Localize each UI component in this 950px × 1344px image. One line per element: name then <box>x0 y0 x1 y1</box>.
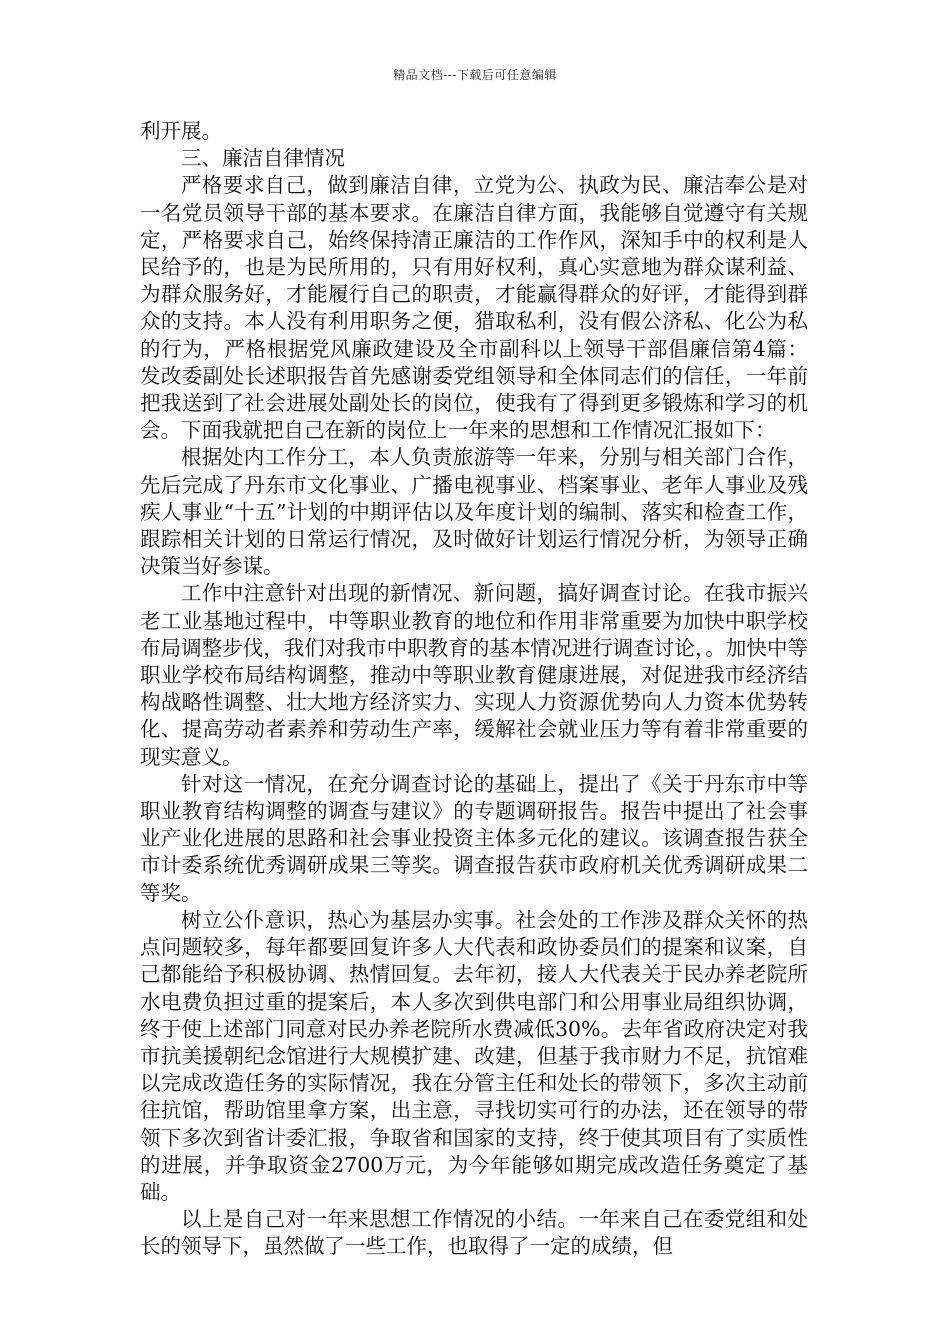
document-body <box>140 118 808 1261</box>
section-heading: 三、廉洁自律情况 <box>181 146 345 171</box>
paragraph: 以上是自己对一年来思想工作情况的小结。一年来自己在委党组和处长的领导下，虽然做了一些工作，也取得了一定的成绩，但 <box>140 1207 808 1259</box>
paragraph: 工作中注意针对出现的新情况、新问题，搞好调查讨论。在我市振兴老工业基地过程中，中等职业教育的地位和作用非常重要为加快中职学校布局调整步伐，我们对我市中职教育的基本情况进行调查讨论，。加快中等职业学校布局结构调整，推动中等职业教育健康进展，对促进我市经济结构战略性调整、壮大地方经济实力、实现人力资源优势向人力资本优势转化、提高劳动者素养和劳动生产率，缓解社会就业压力等有着非常重要的现实意义。 <box>140 581 808 769</box>
paragraph-continuation: 利开展。 <box>140 119 222 143</box>
paragraph: 针对这一情况，在充分调查讨论的基础上，提出了《关于丹东市中等职业教育结构调整的调查与建议》的专题调研报告。报告中提出了社会事业产业化进展的思路和社会事业投资主体多元化的建议。该调查报告获全市计委系统优秀调研成果三等奖。调查报告获市政府机关优秀调研成果二等奖。 <box>140 771 808 905</box>
paragraph: 严格要求自己，做到廉洁自律，立党为公、执政为民、廉洁奉公是对一名党员领导干部的基本要求。在廉洁自律方面，我能够自觉遵守有关规定，严格要求自己，始终保持清正廉洁的工作作风，深知手中的权利是人民给予的，也是为民所用的，只有用好权利，真心实意地为群众谋利益、为群众服务好，才能履行自己的职责，才能赢得群众的好评，才能得到群众的支持。本人没有利用职务之便，猎取私利，没有假公济私、化公为私的行为，严格根据党风廉政建设及全市副科以上领导干部倡廉信第4篇：发改委副处长述职报告首先感谢委党组领导和全体同志们的信任，一年前把我送到了社会进展处副处长的岗位，使我有了得到更多锻炼和学习的机会。下面我就把自己在新的岗位上一年来的思想和工作情况汇报如下： <box>140 173 808 443</box>
page-header-note: 精品文档---下载后可任意编辑 <box>393 68 557 82</box>
paragraph: 树立公仆意识，热心为基层办实事。社会处的工作涉及群众关怀的热点问题较多，每年都要回复许多人大代表和政协委员们的提案和议案，自己都能给予积极协调、热情回复。去年初，接人大代表关于民办养老院所水电费负担过重的提案后，本人多次到供电部门和公用事业局组织协调，终于使上述部门同意对民办养老院所水费减低30%。去年省政府决定对我市抗美援朝纪念馆进行大规模扩建、改建，但基于我市财力不足，抗馆难以完成改造任务的实际情况，我在分管主任和处长的带领下，多次主动前往抗馆，帮助馆里拿方案，出主意，寻找切实可行的办法，还在领导的带领下多次到省计委汇报，争取省和国家的支持，终于使其项目有了实质性的进展，并争取资金2700万元，为今年能够如期完成改造任务奠定了基础。 <box>140 907 808 1204</box>
paragraph: 根据处内工作分工，本人负责旅游等一年来，分别与相关部门合作，先后完成了丹东市文化事业、广播电视事业、档案事业、老年人事业及残疾人事业“十五”计划的中期评估以及年度计划的编制、落实和检查工作，跟踪相关计划的日常运行情况，及时做好计划运行情况分析，为领导正确决策当好参谋。 <box>140 445 808 579</box>
